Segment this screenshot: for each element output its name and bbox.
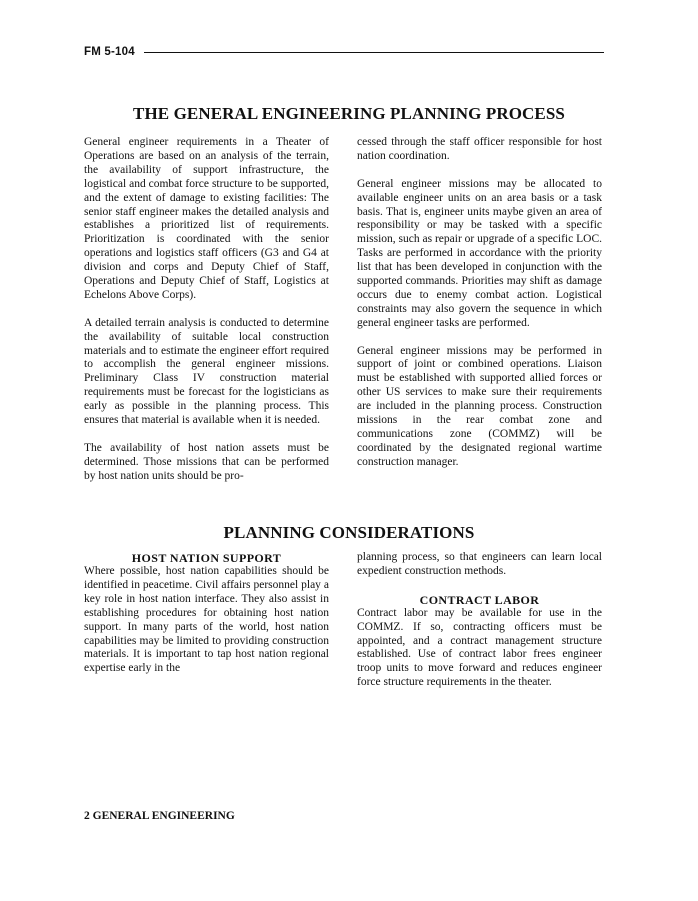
section-title-planning-considerations: PLANNING CONSIDERATIONS (223, 523, 475, 542)
page-footer: 2 GENERAL ENGINEERING (84, 810, 235, 822)
paragraph: Contract labor may be available for use in the COMMZ. If so, contracting officers must be appointed, and a contract management structure established. Use of contract labor frees engineer troop units to move forward and reduces engineer force structure requirements in the theater. (357, 606, 602, 689)
paragraph: cessed through the staff officer responsible for host nation coordination. (357, 136, 602, 162)
paragraph: General engineer missions may be allocated to available engineer units on an area basis or a task basis. That is, engineer units maybe given an area of responsibility or may be tasked with a specific mission, such as repair or upgrade of a specific LOC. Tasks are performed in accordance with the priority list that has been developed in conjunction with the supported commands. Priorities may shift as damage occurs due to enemy combat action. Logistical constraints may also govern the sequence in which general engineer tasks are performed. (357, 177, 602, 329)
contract-labor-column (357, 551, 602, 690)
host-nation-support-column (84, 551, 329, 676)
section1-left-column (84, 136, 329, 484)
manual-code: FM 5-104 (84, 46, 135, 58)
paragraph: General engineer requirements in a Theater of Operations are based on an analysis of the terrain, the availability of support infrastructure, the logistical and combat force structure to be supported, and the extent of damage to existing facilities: The senior staff engineer makes the detailed analysis and establishes a prioritized list of requirements. Prioritization is coordinated with the senior operations and logistics staff officers (G3 and G4 at division and corps and Deputy Chief of Staff, Operations and Deputy Chief of Staff, Logistics at Echelons Above Corps). (84, 136, 329, 301)
paragraph: General engineer missions may be performed in support of joint or combined operations. Liaison must be established with supported allied forces or other US services to make sure their requirements are included in the planning process. Construction missions in the rear combat zone and communications zone (COMMZ) will be coordinated by the designated regional wartime construction manager. (357, 344, 602, 468)
paragraph: The availability of host nation assets must be determined. Those missions that can be performed by host nation units should be pro- (84, 441, 329, 482)
paragraph: Where possible, host nation capabilities should be identified in peacetime. Civil affairs personnel play a key role in host nation interface. They also assist in establishing procedures for obtaining host nation support. In many parts of the world, host nation capabilities may be limited to providing construction materials. It is important to tap host nation regional expertise early in the (84, 565, 329, 675)
paragraph: A detailed terrain analysis is conducted to determine the availability of suitable local construction materials and to estimate the engineer effort required to accomplish the general engineer missions. Preliminary Class IV construction material requirements must be forecast for the logisticians as early as possible in the planning process. This ensures that material is available when it is needed. (84, 316, 329, 427)
paragraph: planning process, so that engineers can learn local expedient construction methods. (357, 551, 602, 577)
subheading-contract-labor: CONTRACT LABOR (419, 592, 540, 607)
section-title-planning-process: THE GENERAL ENGINEERING PLANNING PROCESS (133, 104, 565, 123)
subheading-host-nation-support: HOST NATION SUPPORT (131, 551, 282, 565)
header-rule (144, 52, 604, 53)
page-header (84, 46, 604, 60)
section1-right-column (357, 136, 602, 470)
